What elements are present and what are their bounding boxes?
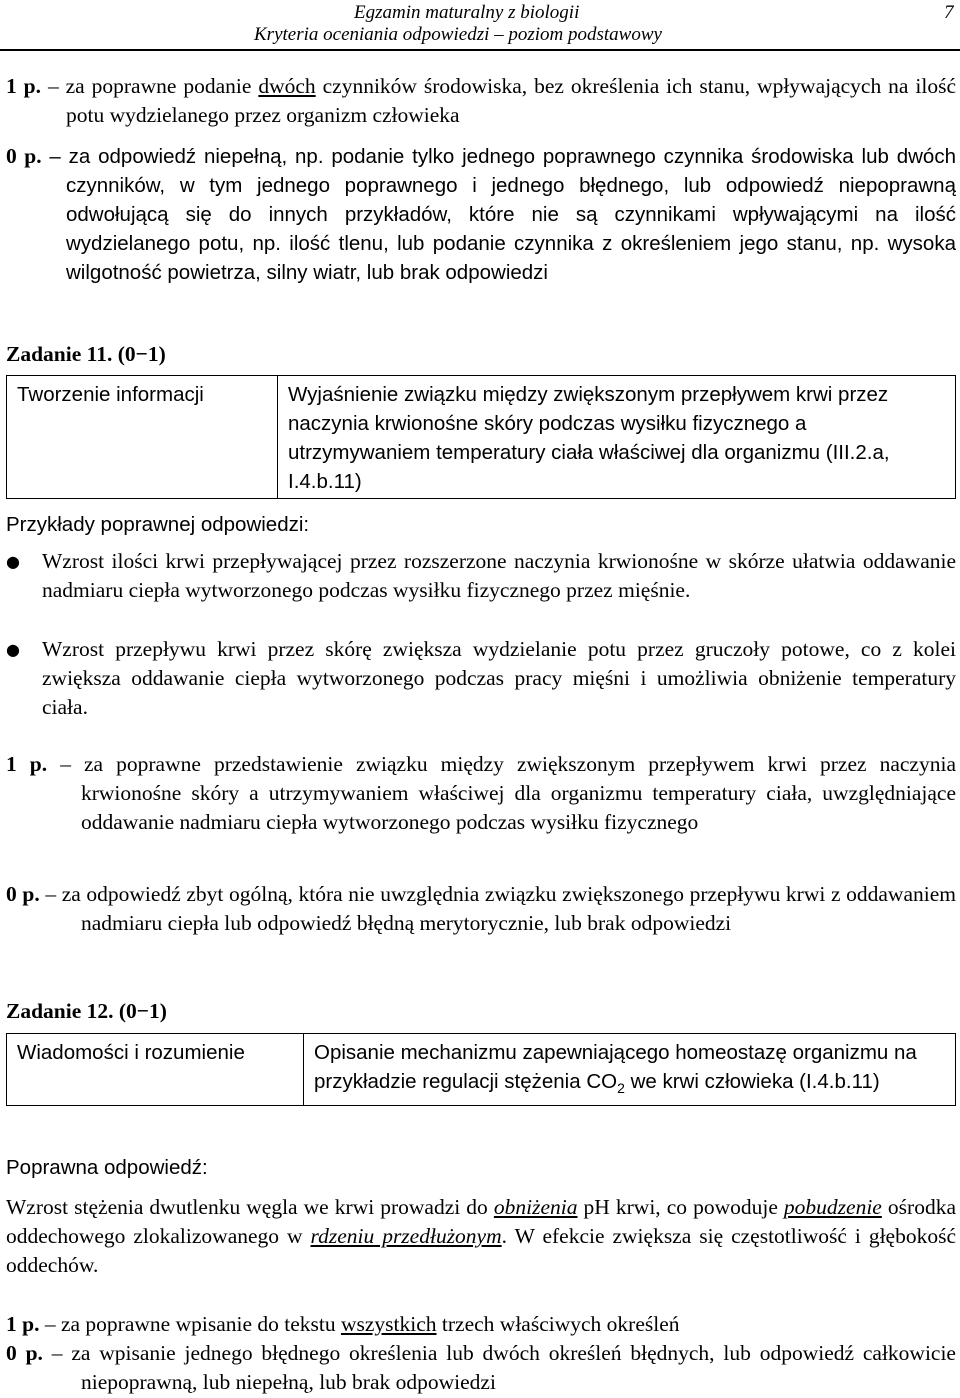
list-item: ● Wzrost ilości krwi przepływającej przez rozszerzone naczynia krwionośne w skórze ułatwia oddawanie nadmiaru ciepła wytworzonego podczas wysiłku fizycznego przez mięśnie.: [6, 549, 956, 602]
skill-description: Opisanie mechanizmu zapewniającego homeostazę organizmu na przykładzie regulacji stężenia $CO_2$ we krwi człowieka (I.4.b.11): [304, 1034, 956, 1106]
task12-skill-table: [6, 1033, 956, 1106]
exam-title: Egzamin maturalny z biologii: [354, 2, 580, 23]
correct-answer: Wzrost stężenia dwutlenku węgla we krwi prowadzi do obniżenia pH krwi, co powoduje pobudzenie ośrodka oddechowego zlokalizowanego w rdzeniu przedłużonym. W efekcie zwiększa się częstotliwość i głębokość oddechów.: [6, 1195, 957, 1277]
page-number: 7: [944, 2, 954, 23]
scoring-0p-task11: 0 p. – za odpowiedź zbyt ogólną, która nie uwzględnia związku zwiększonego przepływu krwi z oddawaniem nadmiaru ciepła lub odpowiedź błędną merytorycznie, lub brak odpowiedzi: [6, 882, 956, 935]
scoring-1p-task10: 1 p. – za poprawne podanie dwóch czynników środowiska, bez określenia ich stanu, wpływających na ilość potu wydzielanego przez organizm człowieka: [6, 74, 956, 127]
points-label: 0 p.: [6, 882, 40, 906]
points-label: 1 p.: [6, 1312, 40, 1336]
emphasis-underline: wszystkich: [340, 1312, 437, 1336]
task11-heading: Zadanie 11. (0−1): [6, 342, 166, 366]
skill-category: Wiadomości i rozumienie: [7, 1034, 304, 1106]
header-divider: [0, 49, 960, 51]
answer-term: pobudzenie: [783, 1195, 882, 1219]
task12-heading: Zadanie 12. (0−1): [6, 999, 167, 1023]
skill-description: Wyjaśnienie związku między zwiększonym przepływem krwi przez naczynia krwionośne skóry podczas wysiłku fizycznego a utrzymywaniem temperatury ciała właściwej dla organizmu (III.2.a, I.4.b.11): [278, 376, 956, 499]
examples-label: Przykłady poprawnej odpowiedzi:: [6, 513, 310, 536]
scoring-1p-task11: 1 p. – za poprawne przedstawienie związku między zwiększonym przepływem krwi przez naczynia krwionośne skóry a utrzymywaniem właściwej dla organizmu temperatury ciała, uwzględniające oddawanie nadmiaru ciepła wytworzonego podczas wysiłku fizycznego: [6, 752, 956, 834]
answer-term: obniżenia: [493, 1195, 578, 1219]
scoring-1p-task12: 1 p. – za poprawne wpisanie do tekstu wszystkich trzech właściwych określeń: [6, 1312, 680, 1336]
scoring-0p-task12: 0 p. – za wpisanie jednego błędnego określenia lub dwóch określeń błędnych, lub odpowiedź całkowicie niepoprawną, lub niepełną, lub brak odpowiedzi: [6, 1341, 956, 1394]
scoring-0p-task10: 0 p. – za odpowiedź niepełną, np. podanie tylko jednego poprawnego czynnika środowiska lub dwóch czynników, w tym jednego poprawnego i jednego błędnego, lub odpowiedź niepoprawną odwołującą się do innych przykładów, które nie są czynnikami wpływającymi na ilość wydzielanego potu, np. ilość tlenu, lub podanie czynnika z określeniem jego stanu, np. wysoka wilgotność powietrza, silny wiatr, lub brak odpowiedzi: [6, 144, 956, 284]
task11-skill-table: [6, 375, 956, 499]
answer-label: Poprawna odpowiedź:: [6, 1156, 208, 1179]
bullet-icon: ●: [6, 640, 20, 659]
emphasis-underline: dwóch: [258, 74, 316, 98]
bullet-icon: ●: [6, 552, 20, 571]
answer-term: rdzeniu przedłużonym: [310, 1224, 502, 1248]
exam-subtitle: Kryteria oceniania odpowiedzi – poziom podstawowy: [254, 24, 662, 45]
points-label: 0 p.: [6, 1341, 43, 1365]
points-label: 1 p.: [6, 752, 48, 776]
points-label: 0 p.: [6, 144, 42, 168]
list-item: ● Wzrost przepływu krwi przez skórę zwiększa wydzielanie potu przez gruczoły potowe, co z kolei zwiększa oddawanie ciepła wytworzonego podczas pracy mięśni i umożliwia obniżenie temperatury ciała.: [6, 637, 956, 719]
points-label: 1 p.: [6, 74, 42, 98]
skill-category: Tworzenie informacji: [7, 376, 278, 499]
